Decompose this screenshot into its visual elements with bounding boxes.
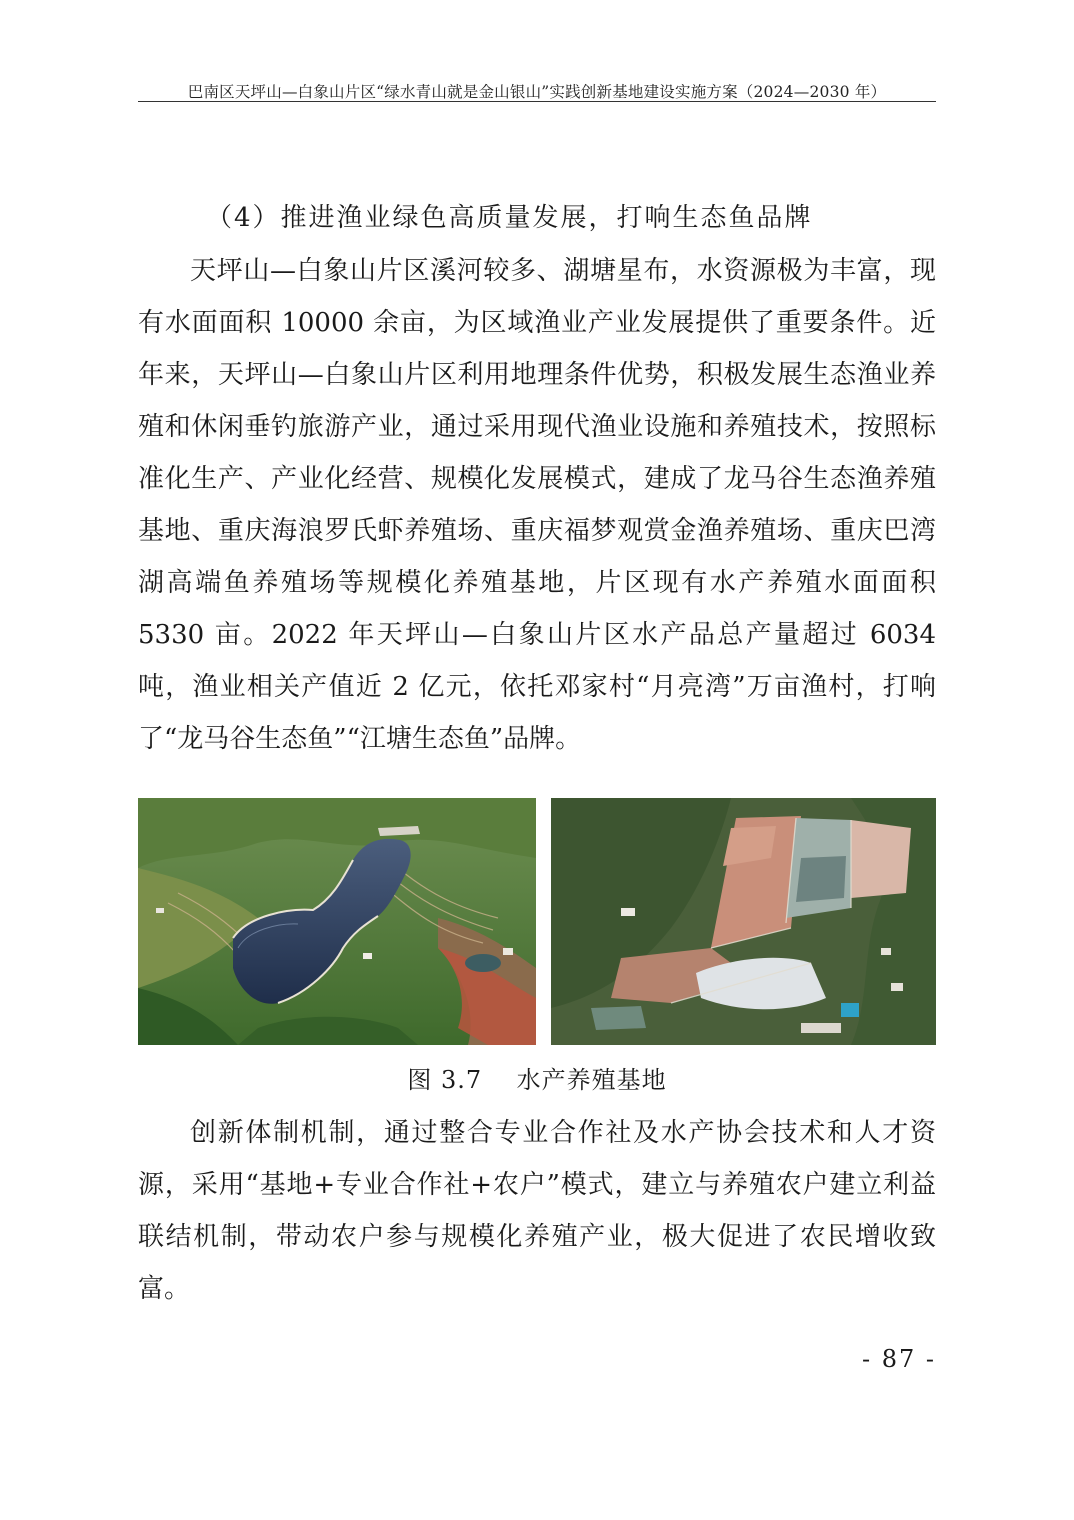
reservoir-aerial-photo (138, 798, 536, 1045)
paragraph-1-text: 天坪山—白象山片区溪河较多、湖塘星布，水资源极为丰富，现有水面面积 10000 余亩，为区域渔业产业发展提供了重要条件。近年来，天坪山—白象山片区利用地理条件优势，积极发展生态渔业养殖和休闲垂钓旅游产业，通过采用现代渔业设施和养殖技术，按照标准化生产、产业化经营、规模化发展模式，建成了龙马谷生态渔养殖基地、重庆海浪罗氏虾养殖场、重庆福梦观赏金渔养殖场、重庆巴湾湖高端鱼养殖场等规模化养殖基地，片区现有水产养殖水面面积 5330 亩。2022 年天坪山—白象山片区水产品总产量超过 6034 吨，渔业相关产值近 2 亿元，依托邓家村“月亮湾”万亩渔村，打响了“龙马谷生态鱼”“江塘生态鱼”品牌。 (138, 256, 936, 754)
section-heading: （4）推进渔业绿色高质量发展，打响生态鱼品牌 (206, 203, 813, 233)
header-rule (138, 101, 936, 102)
paragraph-2-text: 创新体制机制，通过整合专业合作社及水产协会技术和人才资源，采用“基地+专业合作社+农户”模式，建立与养殖农户建立利益联结机制，带动农户参与规模化养殖产业，极大促进了农民增收致富。 (138, 1118, 936, 1304)
fish-ponds-aerial-photo (551, 798, 936, 1045)
figure-caption: 图 3.7 水产养殖基地 (407, 1066, 667, 1094)
running-header: 巴南区天坪山—白象山片区“绿水青山就是金山银山”实践创新基地建设实施方案（2024—2030 年） (187, 83, 887, 101)
page-number: - 87 - (861, 1345, 936, 1373)
body-paragraph-2 (138, 1107, 936, 1315)
body-paragraph-1 (138, 245, 936, 765)
